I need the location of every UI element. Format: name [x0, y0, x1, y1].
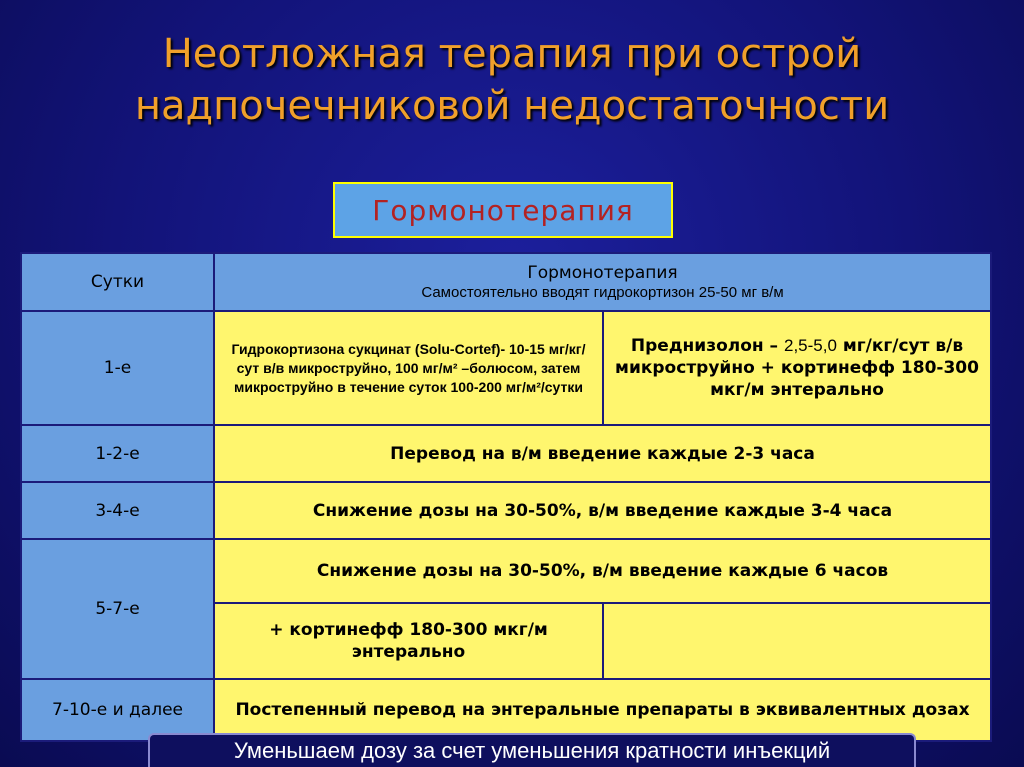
day-cell: 5-7-е	[21, 539, 214, 679]
therapy-cell: Перевод на в/м введение каждые 2-3 часа	[214, 425, 991, 482]
header-therapy-title: Гормонотерапия	[527, 263, 678, 283]
hydrocortisone-cell: Гидрокортизона сукцинат (Solu-Cortef)- 10-15 мг/кг/сут в/в микроструйно, 100 мг/м² –болюсом, затем микроструйно в течение суток 100-200 мг/м²/сутки	[214, 311, 603, 425]
prednisolone-label: Преднизолон –	[630, 336, 779, 356]
table-row	[21, 679, 991, 741]
footer-note: Уменьшаем дозу за счет уменьшения кратности инъекций	[148, 733, 916, 767]
therapy-cell: Снижение дозы на 30-50%, в/м введение каждые 3-4 часа	[214, 482, 991, 539]
section-badge: Гормонотерапия	[333, 182, 673, 238]
table-header-row	[21, 253, 991, 311]
prednisolone-cell	[603, 311, 991, 425]
header-therapy-cell	[214, 253, 991, 311]
empty-cell	[603, 603, 991, 679]
title-line-1: Неотложная терапия при острой	[162, 31, 862, 77]
prednisolone-dose: 2,5-5,0	[783, 336, 837, 355]
table-row	[21, 539, 991, 603]
table-row	[21, 482, 991, 539]
day-cell: 7-10-е и далее	[21, 679, 214, 741]
day-cell: 3-4-е	[21, 482, 214, 539]
therapy-cell: Постепенный перевод на энтеральные препараты в эквивалентных дозах	[214, 679, 991, 741]
table-row	[21, 425, 991, 482]
header-therapy-subtitle: Самостоятельно вводят гидрокортизон 25-50 мг в/м	[421, 284, 784, 301]
day-cell: 1-е	[21, 311, 214, 425]
header-day-cell: Сутки	[21, 253, 214, 311]
cortineff-cell: + кортинефф 180-300 мкг/м энтерально	[214, 603, 603, 679]
therapy-table	[20, 252, 992, 742]
day-cell: 1-2-е	[21, 425, 214, 482]
title-line-2: надпочечниковой недостаточности	[134, 83, 890, 129]
table-row	[21, 311, 991, 425]
prednisolone-details: мг/кг/сут в/в микроструйно + кортинефф 180-300 мкг/м энтерально	[615, 336, 979, 400]
therapy-cell: Снижение дозы на 30-50%, в/м введение каждые 6 часов	[214, 539, 991, 603]
slide-title	[0, 28, 1024, 132]
